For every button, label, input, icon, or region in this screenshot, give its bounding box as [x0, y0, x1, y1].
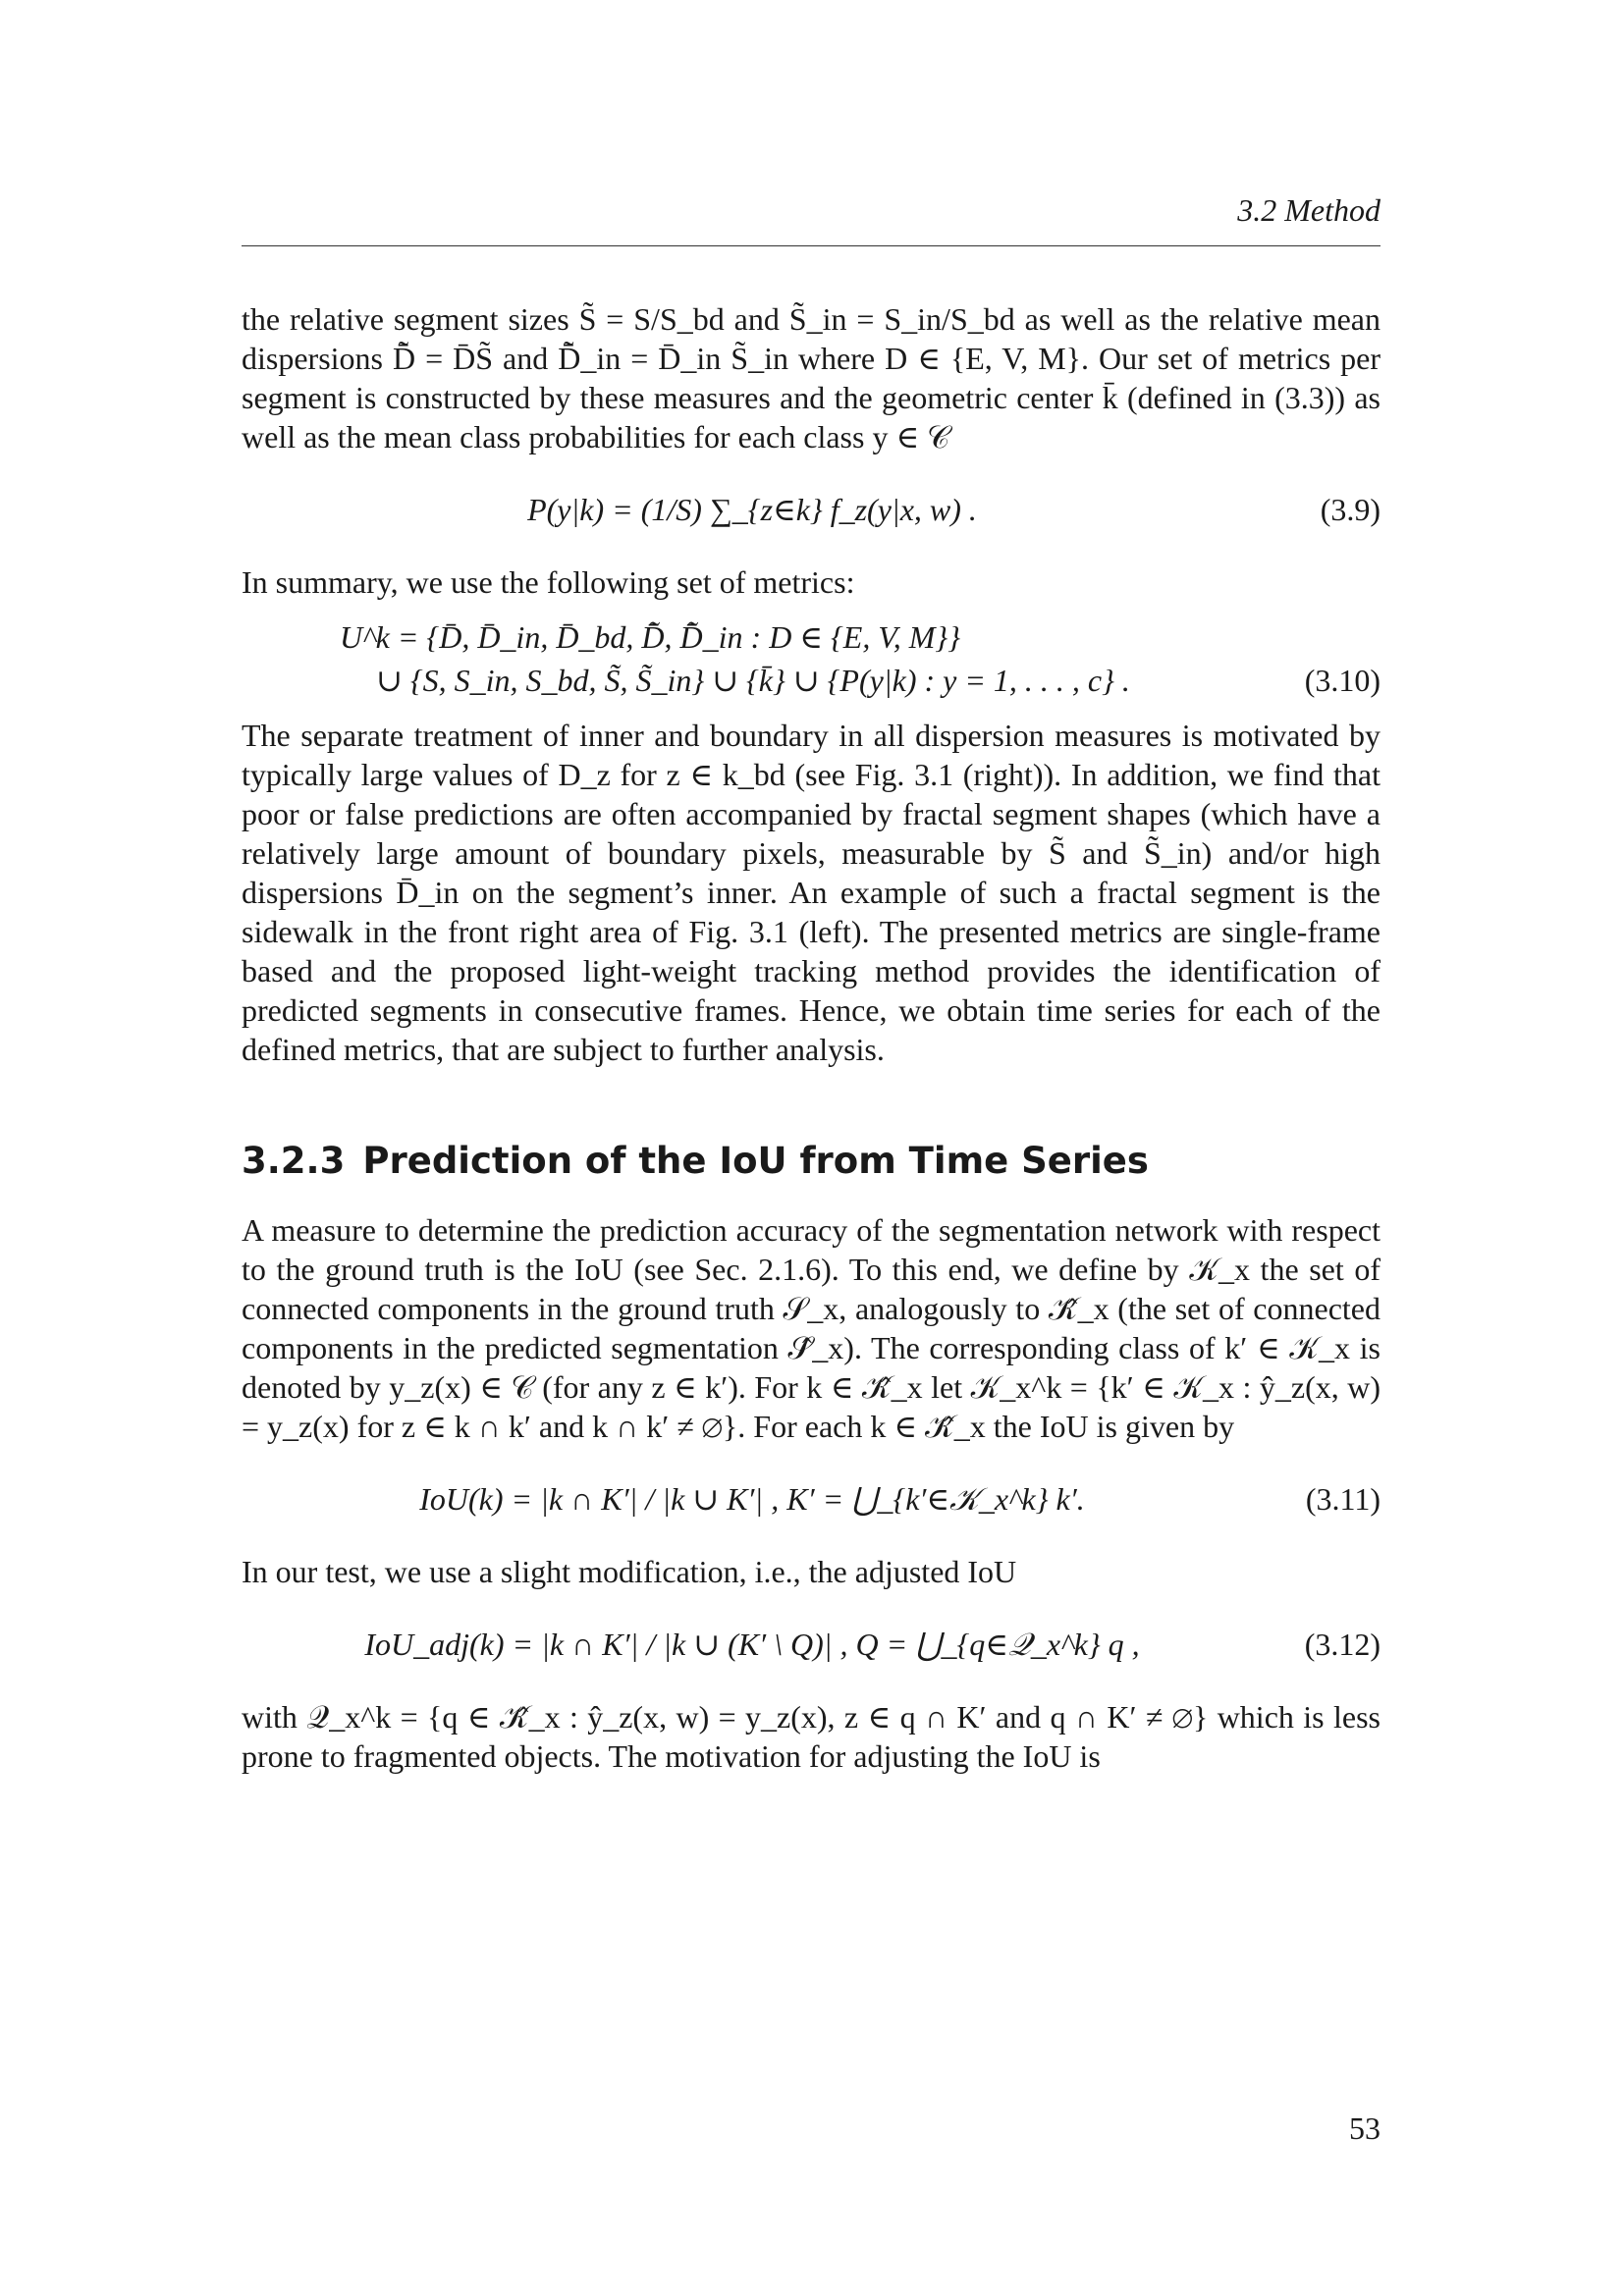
page-number: 53	[1349, 2110, 1380, 2146]
paragraph-separate-treatment: The separate treatment of inner and boundary in all dispersion measures is motivated by typically large values of D_z for z ∈ k_bd (see Fig. 3.1 (right)). In addition, we find that poor or false predictions are often accompanied by fractal segment shapes (which have a relatively large amount of boundary pixels, measurable by S̃ and S̃_in) and/or high dispersions D̄_in on the segment’s inner. An example of such a fractal segment is the sidewalk in the front right area of Fig. 3.1 (left). The presented metrics are single-frame based and the proposed light-weight tracking method provides the identification of predicted segments in consecutive frames. Hence, we obtain time series for each of the defined metrics, that are subject to further analysis.	[242, 718, 1380, 1067]
paragraph-summary: In summary, we use the following set of metrics:	[242, 564, 855, 600]
section-title: Prediction of the IoU from Time Series	[362, 1140, 1149, 1182]
paragraph-relative-sizes: the relative segment sizes S̃ = S/S_bd and S̃_in = S_in/S_bd as well as the relative mean dispersions D̄̃ = D̄S̃ and D̄̃_in = D̄_in S̃_in where D ∈ {E, V, M}. Our set of metrics per segment is constructed by these measures and the geometric center k̄ (defined in (3.3)) as well as the mean class probabilities for each class y ∈ 𝒞	[242, 301, 1380, 454]
equation-3-10-line2: ∪ {S, S_in, S_bd, S̃, S̃_in} ∪ {k̄} ∪ {P(y|k) : y = 1, . . . , c} .	[376, 663, 1130, 698]
equation-3-9-body: P(y|k) = (1/S) ∑_{z∈k} f_z(y|x, w) .	[527, 492, 977, 527]
paragraph-adjusted-iou: In our test, we use a slight modification, i.e., the adjusted IoU	[242, 1554, 1017, 1589]
equation-3-10-line1: U^k = {D̄, D̄_in, D̄_bd, D̄̃, D̄̃_in : D ∈ {E, V, M}}	[340, 619, 960, 655]
equation-3-11-number: (3.11)	[1305, 1481, 1380, 1517]
equation-3-12	[242, 1605, 1380, 1683]
paragraph-fragmented-objects: with 𝒬_x^k = {q ∈ 𝒦̂_x : ŷ_z(x, w) = y_z(x), z ∈ q ∩ K′ and q ∩ K′ ≠ ∅} which is less prone to fragmented objects. The motivation for adjusting the IoU is	[242, 1699, 1380, 1774]
equation-3-11-body: IoU(k) = |k ∩ K′| / |k ∪ K′| , K′ = ⋃_{k′∈𝒦_x^k} k′.	[419, 1481, 1085, 1517]
header-rule	[242, 245, 1380, 246]
running-header: 3.2 Method	[1237, 192, 1380, 228]
section-number: 3.2.3	[242, 1140, 346, 1182]
equation-3-12-body: IoU_adj(k) = |k ∩ K′| / |k ∪ (K′ \ Q)| , Q = ⋃_{q∈𝒬_x^k} q ,	[364, 1627, 1140, 1662]
paragraph-iou-definition: A measure to determine the prediction accuracy of the segmentation network with respect to the ground truth is the IoU (see Sec. 2.1.6). To this end, we define by 𝒦_x the set of connected components in the ground truth 𝒮_x, analogously to 𝒦̂_x (the set of connected components in the predicted segmentation 𝒮̂_x). The corresponding class of k′ ∈ 𝒦_x is denoted by y_z(x) ∈ 𝒞 (for any z ∈ k′). For k ∈ 𝒦̂_x let 𝒦_x^k = {k′ ∈ 𝒦_x : ŷ_z(x, w) = y_z(x) for z ∈ k ∩ k′ and k ∩ k′ ≠ ∅}. For each k ∈ 𝒦̂_x the IoU is given by	[242, 1212, 1380, 1444]
equation-3-10-number: (3.10)	[1304, 663, 1380, 698]
equation-3-9	[242, 470, 1380, 549]
equation-3-11	[242, 1460, 1380, 1538]
equation-3-10	[242, 615, 1380, 702]
section-heading	[242, 1140, 1380, 1183]
equation-3-9-number: (3.9)	[1320, 492, 1380, 527]
page-content	[242, 299, 1380, 1776]
equation-3-12-number: (3.12)	[1304, 1627, 1380, 1662]
